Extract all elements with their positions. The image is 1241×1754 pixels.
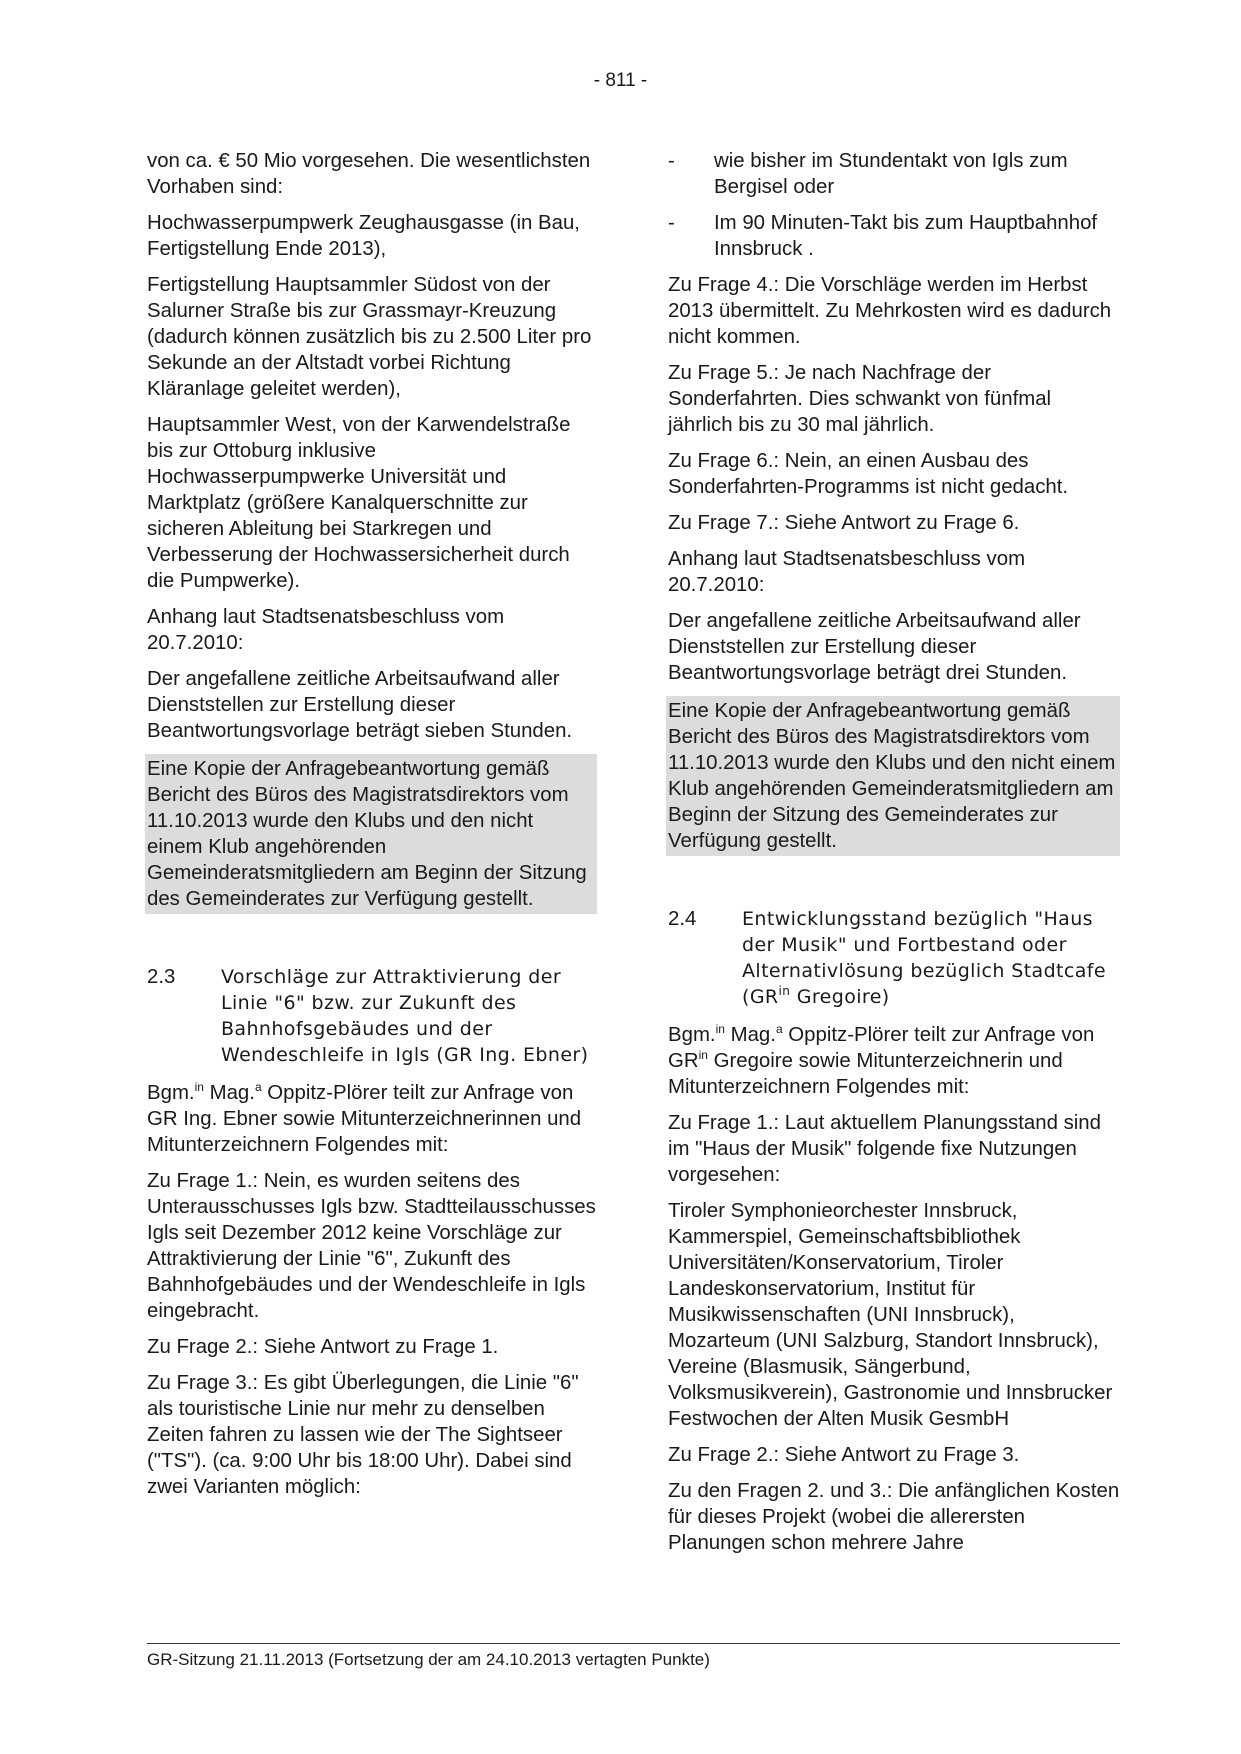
paragraph: Zu Frage 3.: Es gibt Überlegungen, die Linie "6" als touristische Linie nur mehr zu denselben Zeiten fahren zu lassen wie der The Sightseer ("TS"). (ca. 9:00 Uhr bis 18:00 Uhr). Dabei sind zwei Varianten möglich: [147, 1372, 579, 1498]
highlighted-note: Eine Kopie der Anfragebeantwortung gemäß Bericht des Büros des Magistratsdirektors vom 11.10.2013 wurde den Klubs und den nicht einem Klub angehörenden Gemeinderatsmitgliedern am Beginn der Sitzung des Gemeinderates zur Verfügung gestellt. [666, 696, 1120, 856]
section-heading-2-4 [668, 906, 1120, 1010]
paragraph: Anhang laut Stadtsenatsbeschluss vom 20.7.2010: [147, 606, 505, 654]
list-item [668, 210, 1120, 262]
paragraph: Zu Frage 1.: Nein, es wurden seitens des Unterausschusses Igls bzw. Stadtteilausschusses Igls seit Dezember 2012 keine Vorschläge zur Attraktivierung der Linie "6", Zukunft des Bahnhofgebäudes und der Wendeschleife in Igls eingebracht. [147, 1170, 596, 1322]
paragraph: Hauptsammler West, von der Karwendelstraße bis zur Ottoburg inklusive Hochwasserpumpwerke Universität und Marktplatz (größere Kanalquerschnitte zur sicheren Ableitung bei Starkregen und Verbesserung der Hochwassersicherheit durch die Pumpwerke). [147, 414, 571, 592]
paragraph: Zu Frage 1.: Laut aktuellem Planungsstand sind im "Haus der Musik" folgende fixe Nutzungen vorgesehen: [668, 1112, 1101, 1186]
paragraph: Bgm.$^{in}$ Mag.$^a$ Oppitz-Plörer teilt zur Anfrage von $GR^{in}$ Gregoire sowie Mitunterzeichnerin und Mitunterzeichnern Folgendes mit: [668, 1022, 1095, 1098]
paragraph: Zu den Fragen 2. und 3.: Die anfänglichen Kosten für dieses Projekt (wobei die allerersten Planungen schon mehrere Jahre [668, 1480, 1120, 1554]
list-item-text: wie bisher im Stundentakt von Igls zum Bergisel oder [714, 150, 1068, 198]
paragraph: Der angefallene zeitliche Arbeitsaufwand aller Dienststellen zur Erstellung dieser Beantwortungsvorlage beträgt sieben Stunden. [147, 668, 573, 742]
left-column [147, 148, 597, 1510]
section-number: 2.4 [668, 908, 697, 930]
paragraph: Anhang laut Stadtsenatsbeschluss vom 20.7.2010: [668, 548, 1026, 596]
paragraph: Zu Frage 6.: Nein, an einen Ausbau des Sonderfahrten-Programms ist nicht gedacht. [668, 450, 1069, 498]
paragraph: Hochwasserpumpwerk Zeughausgasse (in Bau, Fertigstellung Ende 2013), [147, 212, 580, 260]
paragraph: Zu Frage 2.: Siehe Antwort zu Frage 1. [147, 1336, 499, 1358]
page-number: - 811 - [593, 70, 648, 91]
bullet-dash: - [668, 150, 675, 172]
section-title: Vorschläge zur Attraktivierung der Linie "6" bzw. zur Zukunft des Bahnhofsgebäudes und der Wendeschleife in Igls (GR Ing. Ebner) [221, 966, 589, 1066]
footer-divider [147, 1643, 1120, 1644]
paragraph: Bgm.$^{in}$ Mag.$^a$ Oppitz-Plörer teilt zur Anfrage von GR Ing. Ebner sowie Mitunterzeichnerinnen und Mitunterzeichnern Folgendes mit: [147, 1080, 582, 1156]
paragraph: Der angefallene zeitliche Arbeitsaufwand aller Dienststellen zur Erstellung dieser Beantwortungsvorlage beträgt drei Stunden. [668, 610, 1081, 684]
paragraph: Zu Frage 7.: Siehe Antwort zu Frage 6. [668, 512, 1020, 534]
paragraph: Zu Frage 2.: Siehe Antwort zu Frage 3. [668, 1444, 1020, 1466]
section-number: 2.3 [147, 966, 176, 988]
section-title: Entwicklungsstand bezüglich "Haus der Musik" und Fortbestand oder Alternativlösung bezüglich Stadtcafe ($GR^{in}$ Gregoire) [742, 908, 1106, 1008]
list-item [668, 148, 1120, 200]
paragraph: Tiroler Symphonieorchester Innsbruck, Kammerspiel, Gemeinschaftsbibliothek Universitäten/Konservatorium, Tiroler Landeskonservatorium, Institut für Musikwissenschaften (UNI Innsbruck), Mozarteum (UNI Salzburg, Standort Innsbruck), Vereine (Blasmusik, Sängerbund, Volksmusikverein), Gastronomie und Innsbrucker Festwochen der Alten Musik GesmbH [668, 1200, 1113, 1430]
paragraph: Zu Frage 4.: Die Vorschläge werden im Herbst 2013 übermittelt. Zu Mehrkosten wird es dadurch nicht kommen. [668, 274, 1112, 348]
paragraph: von ca. € 50 Mio vorgesehen. Die wesentlichsten Vorhaben sind: [147, 150, 591, 198]
highlighted-note: Eine Kopie der Anfragebeantwortung gemäß Bericht des Büros des Magistratsdirektors vom 11.10.2013 wurde den Klubs und den nicht einem Klub angehörenden Gemeinderatsmitgliedern am Beginn der Sitzung des Gemeinderates zur Verfügung gestellt. [145, 754, 597, 914]
paragraph: Zu Frage 5.: Je nach Nachfrage der Sonderfahrten. Dies schwankt von fünfmal jährlich bis zu 30 mal jährlich. [668, 362, 1052, 436]
section-heading-2-3 [147, 964, 597, 1068]
bullet-dash: - [668, 212, 675, 234]
list-item-text: Im 90 Minuten-Takt bis zum Hauptbahnhof Innsbruck . [714, 212, 1098, 260]
right-column [668, 148, 1120, 1566]
page-footer: GR-Sitzung 21.11.2013 (Fortsetzung der am 24.10.2013 vertagten Punkte) [147, 1650, 710, 1669]
paragraph: Fertigstellung Hauptsammler Südost von der Salurner Straße bis zur Grassmayr-Kreuzung (dadurch können zusätzlich bis zu 2.500 Liter pro Sekunde an der Altstadt vorbei Richtung Kläranlage geleitet werden), [147, 274, 592, 400]
